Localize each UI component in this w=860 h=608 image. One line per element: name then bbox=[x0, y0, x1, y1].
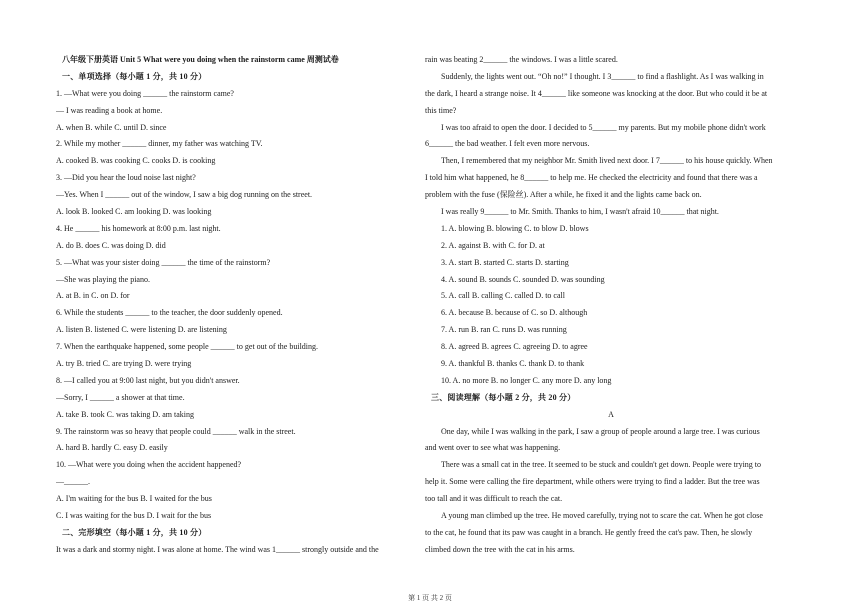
page-title: 八年级下册英语 Unit 5 What were you doing when the rainstorm came 周测试卷 bbox=[62, 55, 339, 64]
passage-line: the dark, I heard a strange noise. It 4______ like someone was knocking at the door. But who could it be at bbox=[425, 88, 768, 98]
option-line: 4. A. sound B. sounds C. sounded D. was sounding bbox=[441, 274, 605, 284]
reading-part-label: A bbox=[608, 409, 614, 419]
question-line: 4. He ______ his homework at 8:00 p.m. last night. bbox=[56, 223, 221, 233]
question-line: A. I'm waiting for the bus B. I waited for the bus bbox=[56, 494, 212, 504]
question-line: —She was playing the piano. bbox=[56, 274, 150, 284]
question-line: — I was reading a book at home. bbox=[56, 105, 163, 115]
question-line: 3. —Did you hear the loud noise last night? bbox=[56, 173, 196, 183]
question-line: A. take B. took C. was taking D. am taking bbox=[56, 409, 194, 419]
reading-passage-a bbox=[425, 424, 797, 559]
option-line: 9. A. thankful B. thanks C. thank D. to thank bbox=[441, 359, 585, 369]
option-line: 1. A. blowing B. blowing C. to blow D. blows bbox=[441, 223, 589, 233]
question-line: A. listen B. listened C. were listening D. are listening bbox=[56, 325, 227, 335]
reading-line: A young man climbed up the tree. He moved carefully, trying not to scare the cat. When he got close bbox=[441, 511, 763, 521]
question-line: A. hard B. hardly C. easy D. easily bbox=[56, 443, 168, 453]
cloze-passage bbox=[425, 52, 797, 221]
option-line: 3. A. start B. started C. starts D. starting bbox=[441, 257, 569, 267]
question-line: 5. —What was your sister doing ______ the time of the rainstorm? bbox=[56, 257, 271, 267]
passage-line: I was really 9______ to Mr. Smith. Thanks to him, I wasn't afraid 10______ that night. bbox=[441, 207, 719, 217]
question-line: A. try B. tried C. are trying D. were trying bbox=[56, 359, 192, 369]
question-line: —Yes. When I ______ out of the window, I saw a big dog running on the street. bbox=[56, 190, 313, 200]
question-line: 8. —I called you at 9:00 last night, but you didn't answer. bbox=[56, 375, 240, 385]
question-line: A. when B. while C. until D. since bbox=[56, 122, 167, 132]
question-line: —Sorry, I ______ a shower at that time. bbox=[56, 392, 185, 402]
reading-line: help it. Some were calling the fire department, while others were trying to find a ladder. But the tree was bbox=[425, 477, 760, 487]
reading-line: to the cat, he found that its paw was caught in a branch. He gently freed the cat's paw. Then, he slowly bbox=[425, 527, 753, 537]
passage-line: rain was beating 2______ the windows. I was a little scared. bbox=[425, 55, 618, 64]
section-1-questions bbox=[56, 86, 412, 525]
page-footer: 第 1 页 共 2 页 bbox=[408, 594, 452, 602]
reading-line: too tall and it was difficult to reach the cat. bbox=[425, 494, 563, 504]
reading-line: climbed down the tree with the cat in his arms. bbox=[425, 544, 575, 554]
reading-line: and went over to see what was happening. bbox=[425, 443, 561, 453]
question-line: A. look B. looked C. am looking D. was looking bbox=[56, 207, 212, 217]
question-line: 6. While the students ______ to the teacher, the door suddenly opened. bbox=[56, 308, 283, 318]
question-line: C. I was waiting for the bus D. I wait for the bus bbox=[56, 511, 212, 521]
question-line: A. at B. in C. on D. for bbox=[56, 291, 130, 301]
option-line: 10. A. no more B. no longer C. any more D. any long bbox=[441, 375, 612, 385]
reading-line: There was a small cat in the tree. It seemed to be stuck and couldn't get down. People were trying to bbox=[441, 460, 762, 470]
passage-line: problem with the fuse (保险丝). After a while, he fixed it and the lights came back on. bbox=[425, 190, 702, 200]
passage-line: this time? bbox=[425, 105, 457, 115]
question-line: 9. The rainstorm was so heavy that people could ______ walk in the street. bbox=[56, 426, 296, 436]
question-line: 10. —What were you doing when the accident happened? bbox=[56, 460, 242, 470]
option-line: 5. A. call B. calling C. called D. to call bbox=[441, 291, 565, 301]
section-2-heading: 二、完形填空（每小题 1 分，共 10 分） bbox=[62, 527, 207, 537]
reading-line: One day, while I was walking in the park, I saw a group of people around a large tree. I was curious bbox=[441, 426, 760, 436]
passage-line: Then, I remembered that my neighbor Mr. Smith lived next door. I 7______ to his house quickly. When bbox=[441, 156, 773, 166]
option-line: 6. A. because B. because of C. so D. although bbox=[441, 308, 588, 318]
passage-line: 6______ the bad weather. I felt even more nervous. bbox=[425, 139, 590, 149]
passage-line: I told him what happened, he 8______ to help me. He checked the electricity and found that there was a bbox=[425, 173, 758, 183]
question-line: —______. bbox=[56, 477, 90, 487]
question-line: 7. When the earthquake happened, some people ______ to get out of the building. bbox=[56, 342, 319, 352]
question-line: 2. While my mother ______ dinner, my father was watching TV. bbox=[56, 139, 263, 149]
question-line: A. do B. does C. was doing D. did bbox=[56, 240, 166, 250]
section-3-heading: 三、阅读理解（每小题 2 分，共 20 分） bbox=[431, 392, 576, 402]
passage-line: I was too afraid to open the door. I decided to 5______ my parents. But my mobile phone didn't work bbox=[441, 122, 766, 132]
question-line: A. cooked B. was cooking C. cooks D. is cooking bbox=[56, 156, 216, 166]
option-line: 2. A. against B. with C. for D. at bbox=[441, 240, 545, 250]
option-line: 7. A. run B. ran C. runs D. was running bbox=[441, 325, 567, 335]
option-line: 8. A. agreed B. agrees C. agreeing D. to agree bbox=[441, 342, 588, 352]
question-line: 1. —What were you doing ______ the rainstorm came? bbox=[56, 88, 234, 98]
cloze-passage-start: It was a dark and stormy night. I was alone at home. The wind was 1______ strongly outside and the bbox=[56, 544, 379, 554]
left-column bbox=[56, 52, 412, 559]
section-1-heading: 一、单项选择（每小题 1 分，共 10 分） bbox=[62, 71, 207, 81]
right-column bbox=[425, 52, 797, 559]
cloze-options bbox=[425, 221, 797, 390]
passage-line: Suddenly, the lights went out. “Oh no!” I thought. I 3______ to find a flashlight. As I was walking in bbox=[441, 71, 764, 81]
